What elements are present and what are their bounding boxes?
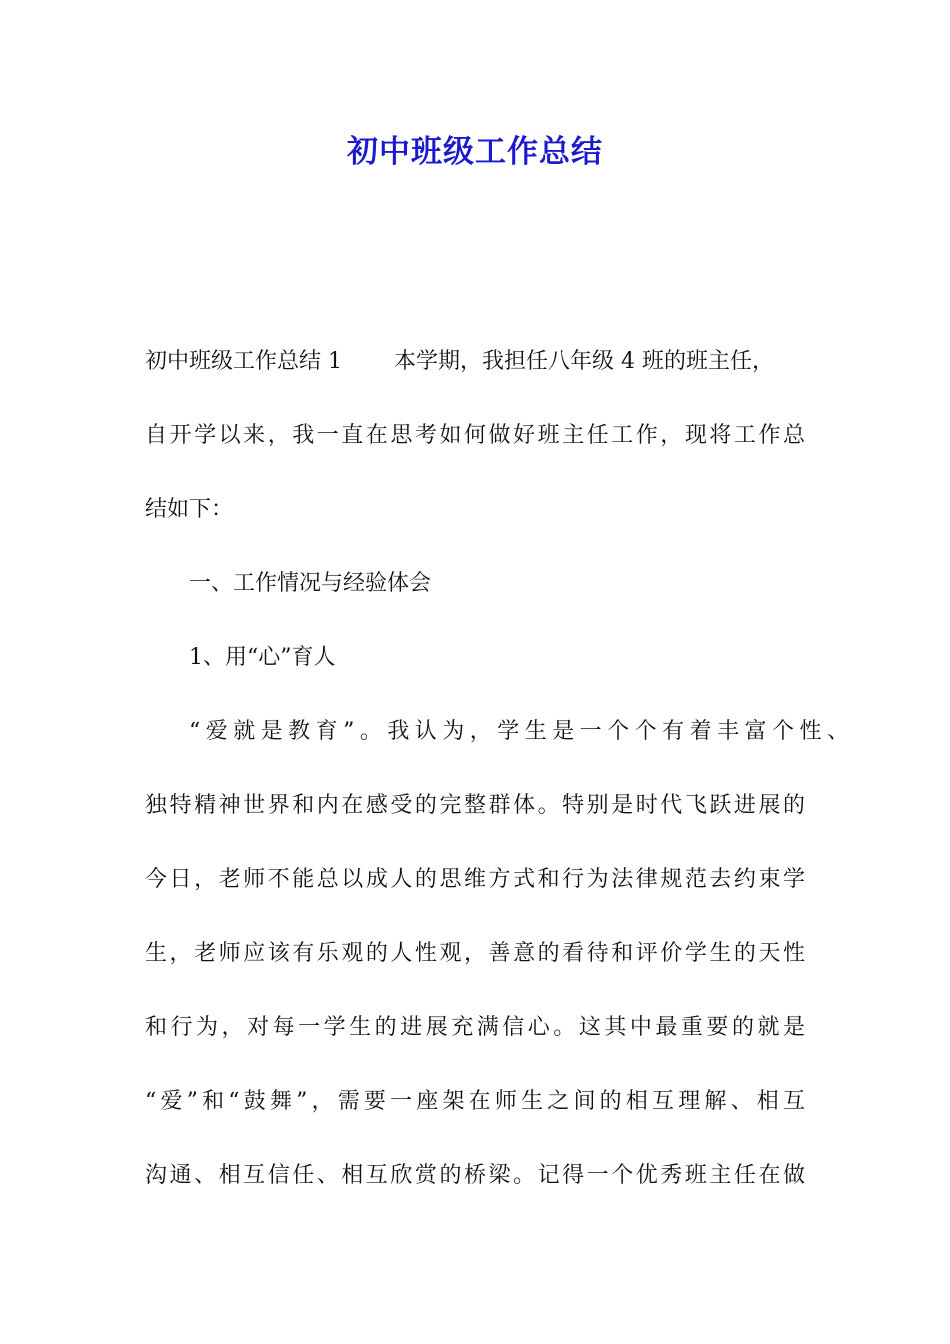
paragraph-line-9: 生，老师应该有乐观的人性观，善意的看待和评价学生的天性	[145, 941, 805, 966]
paragraph-line-10: 和行为，对每一学生的进展充满信心。这其中最重要的就是	[145, 1015, 805, 1040]
paragraph-line-3: 结如下：	[145, 497, 234, 522]
paragraph-line-8: 今日，老师不能总以成人的思维方式和行为法律规范去约束学	[145, 867, 805, 892]
paragraph-line-6: “爱就是教育”。我认为，学生是一个个有着丰富个性、	[189, 719, 849, 744]
paragraph-line-11: “爱”和“鼓舞”，需要一座架在师生之间的相互理解、相互	[145, 1089, 805, 1114]
section-heading: 一、工作情况与经验体会	[189, 571, 432, 596]
paragraph-line-12: 沟通、相互信任、相互欣赏的桥梁。记得一个优秀班主任在做	[145, 1163, 805, 1188]
section-heading-inline: 初中班级工作总结 1	[145, 349, 342, 374]
subsection-heading: 1、用“心”育人	[189, 645, 336, 670]
paragraph-text: 本学期，我担任八年级 4 班的班主任，	[394, 349, 774, 374]
paragraph-line-2: 自开学以来，我一直在思考如何做好班主任工作，现将工作总	[145, 423, 805, 448]
paragraph-line-1	[145, 325, 805, 399]
document-title: 初中班级工作总结	[347, 134, 603, 170]
paragraph-line-7: 独特精神世界和内在感受的完整群体。特别是时代飞跃进展的	[145, 793, 805, 818]
